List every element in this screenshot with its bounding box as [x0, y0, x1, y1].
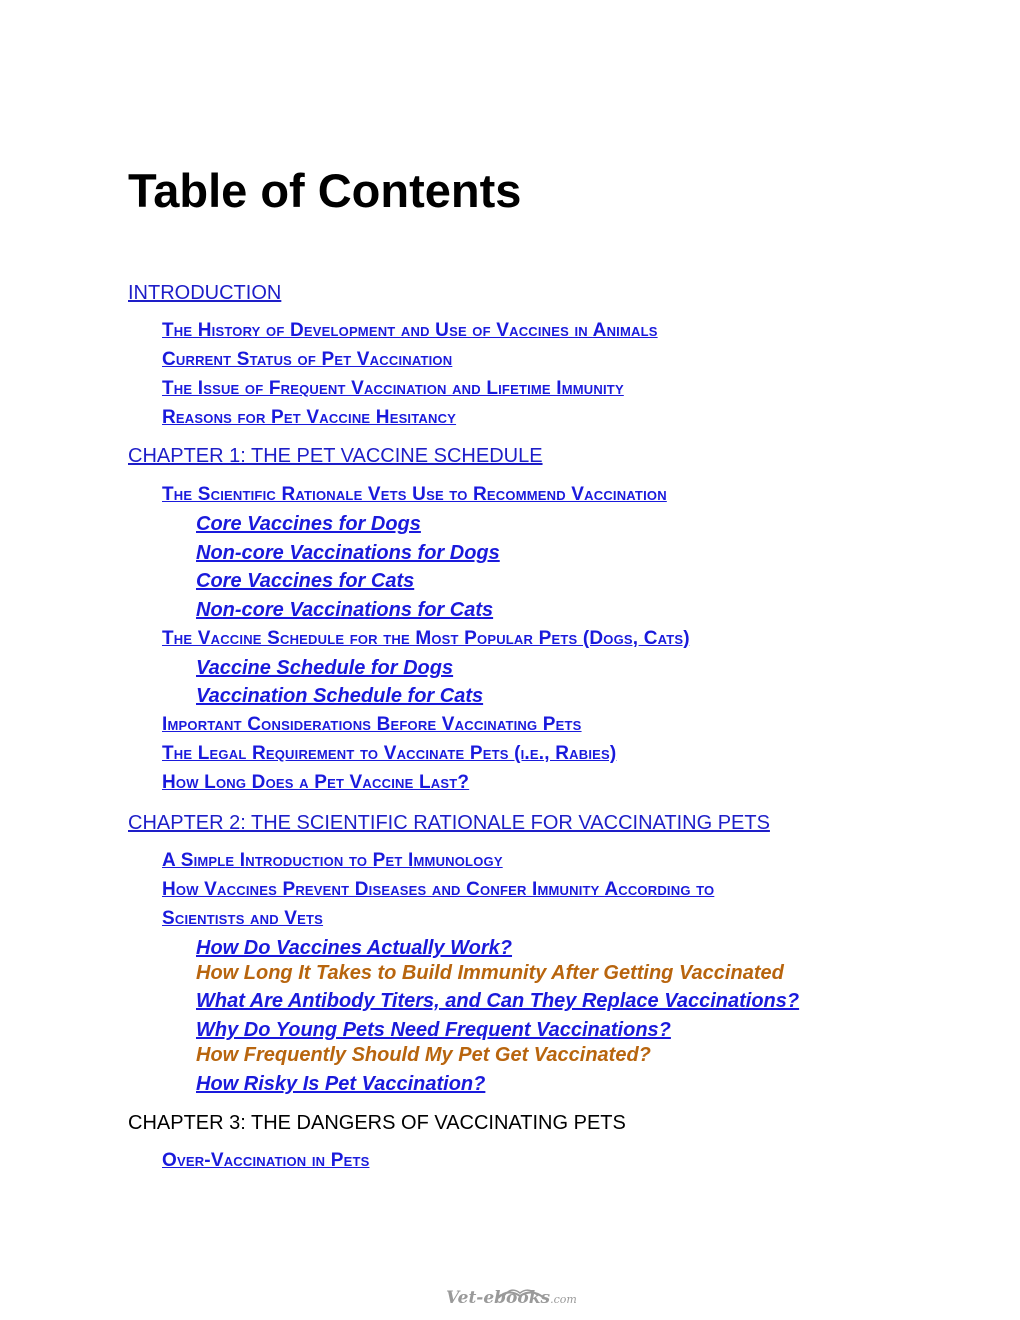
- toc-section-1[interactable]: The History of Development and Use of Vaccines in Animals: [162, 320, 658, 341]
- toc-chapter-5[interactable]: CHAPTER 1: THE PET VACCINE SCHEDULE: [128, 445, 543, 467]
- toc-subsection-12[interactable]: Vaccine Schedule for Dogs: [196, 657, 454, 679]
- toc-subsection-8[interactable]: Non-core Vaccinations for Dogs: [196, 542, 500, 564]
- toc-subsection-24[interactable]: Why Do Young Pets Need Frequent Vaccinations?: [196, 1019, 671, 1041]
- toc-section-11[interactable]: The Vaccine Schedule for the Most Popular Pets (Dogs, Cats): [162, 628, 690, 649]
- logo-text: Vet-ebooks.com: [446, 1288, 577, 1308]
- toc-chapter-27: CHAPTER 3: THE DANGERS OF VACCINATING PETS: [128, 1112, 626, 1134]
- toc-chapter-0[interactable]: INTRODUCTION: [128, 282, 282, 304]
- toc-section-28[interactable]: Over-Vaccination in Pets: [162, 1150, 370, 1171]
- toc-section-18[interactable]: A Simple Introduction to Pet Immunology: [162, 850, 503, 871]
- toc-subsection-25: How Frequently Should My Pet Get Vaccinated?: [196, 1044, 651, 1066]
- toc-section-16[interactable]: How Long Does a Pet Vaccine Last?: [162, 772, 470, 793]
- toc-subsection-10[interactable]: Non-core Vaccinations for Cats: [196, 599, 494, 621]
- toc-section-14[interactable]: Important Considerations Before Vaccinating Pets: [162, 714, 582, 735]
- toc-section-15[interactable]: The Legal Requirement to Vaccinate Pets (i.e., Rabies): [162, 743, 617, 764]
- toc-section-20[interactable]: Scientists and Vets: [162, 908, 324, 929]
- toc-section-19[interactable]: How Vaccines Prevent Diseases and Confer Immunity According to: [162, 879, 715, 900]
- vet-ebooks-logo: [446, 1284, 576, 1314]
- toc-section-2[interactable]: Current Status of Pet Vaccination: [162, 349, 453, 370]
- toc-subsection-23[interactable]: What Are Antibody Titers, and Can They Replace Vaccinations?: [196, 990, 800, 1012]
- toc-chapter-17[interactable]: CHAPTER 2: THE SCIENTIFIC RATIONALE FOR VACCINATING PETS: [128, 812, 770, 834]
- toc-subsection-21[interactable]: How Do Vaccines Actually Work?: [196, 937, 513, 959]
- toc-section-3[interactable]: The Issue of Frequent Vaccination and Lifetime Immunity: [162, 378, 624, 399]
- toc-subsection-9[interactable]: Core Vaccines for Cats: [196, 570, 415, 592]
- toc-subsection-7[interactable]: Core Vaccines for Dogs: [196, 513, 421, 535]
- toc-section-4[interactable]: Reasons for Pet Vaccine Hesitancy: [162, 407, 457, 428]
- toc-subsection-22: How Long It Takes to Build Immunity After Getting Vaccinated: [196, 962, 784, 984]
- toc-section-6[interactable]: The Scientific Rationale Vets Use to Recommend Vaccination: [162, 484, 667, 505]
- page-title: Table of Contents: [128, 164, 522, 217]
- toc-subsection-26[interactable]: How Risky Is Pet Vaccination?: [196, 1073, 486, 1095]
- toc-subsection-13[interactable]: Vaccination Schedule for Cats: [196, 685, 484, 707]
